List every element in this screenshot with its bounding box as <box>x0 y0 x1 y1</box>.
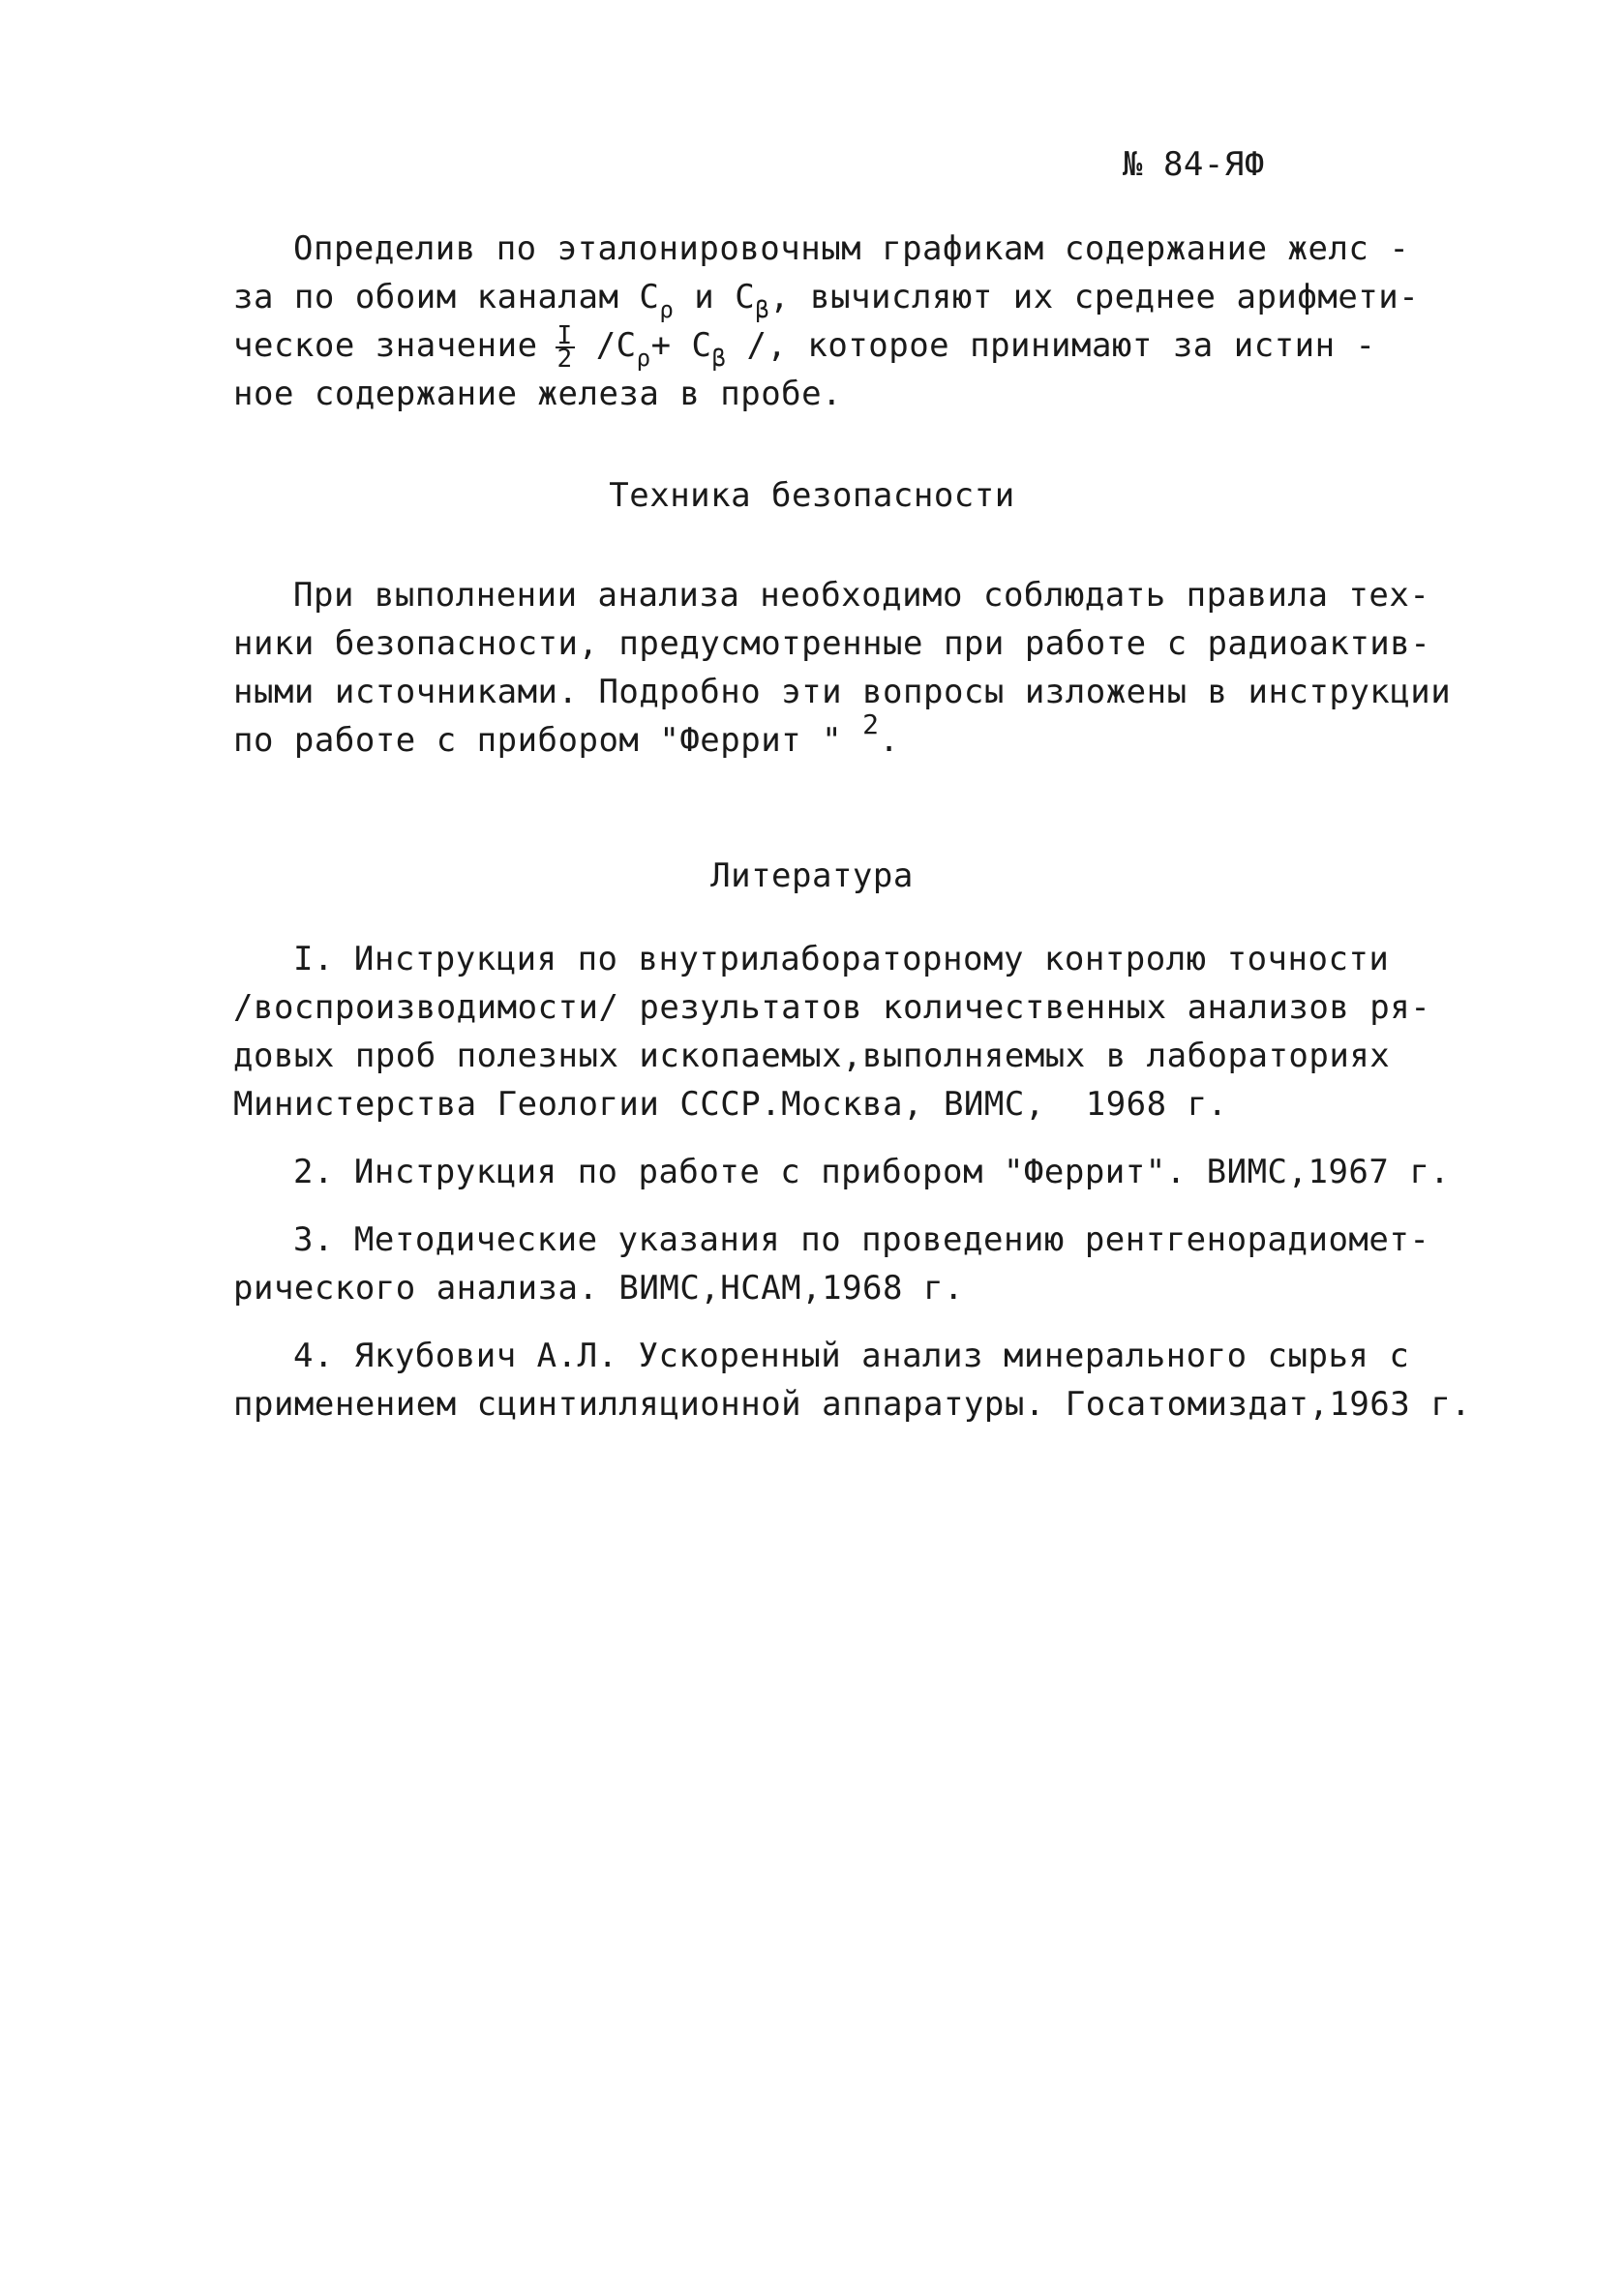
reference-4-line-1: 4. Якубович А.Л. Ускоренный анализ минерального сырья с <box>293 1337 1410 1375</box>
intro-line-3-part-a: ческое значение <box>233 326 538 365</box>
reference-4-line-2: применением сцинтилляционной аппаратуры. Госатомиздат,1963 г. <box>233 1385 1472 1424</box>
safety-line-4-text: по работе с прибором "Феррит " <box>233 721 863 760</box>
reference-1-line-3: довых проб полезных ископаемых,выполняемых в лабораториях <box>233 1037 1391 1075</box>
reference-1-line-1: I. Инструкция по внутрилабораторному контролю точности <box>293 940 1390 978</box>
reference-item-1 <box>233 935 1453 1128</box>
subscript-rho: ρ <box>659 296 675 323</box>
reference-1-line-4: Министерства Геологии СССР.Москва, ВИМС, 1968 г. <box>233 1085 1228 1124</box>
reference-3-line-1: 3. Методические указания по проведению рентгенорадиомет- <box>293 1220 1430 1259</box>
literature-heading: Литература <box>710 857 914 895</box>
intro-line-4: ное содержание железа в пробе. <box>233 375 843 413</box>
intro-line-3-part-c: + C <box>650 326 712 365</box>
safety-heading: Техника безопасности <box>609 476 1015 515</box>
safety-line-1: При выполнении анализа необходимо соблюдать правила тех- <box>293 576 1430 615</box>
intro-line-2-part-c: , вычисляют их среднее арифмети- <box>769 278 1420 316</box>
reference-item-3 <box>233 1216 1453 1312</box>
subscript-beta-2: β <box>711 345 727 372</box>
document-number: № 84-ЯФ <box>1123 145 1265 184</box>
fraction-denominator: 2 <box>556 344 573 374</box>
subscript-beta: β <box>755 296 770 323</box>
reference-3-line-2: рического анализа. ВИМС,НСАМ,1968 г. <box>233 1269 964 1308</box>
reference-item-2 <box>233 1148 1453 1196</box>
safety-line-3: ными источниками. Подробно эти вопросы изложены в инструкции <box>233 673 1452 711</box>
reference-2-line-1: 2. Инструкция по работе с прибором "Феррит". ВИМС,1967 г. <box>293 1153 1451 1191</box>
fraction-numerator: I <box>556 320 573 350</box>
reference-list <box>233 935 1472 1448</box>
footnote-superscript: 2 <box>862 708 880 740</box>
safety-line-4-end: . <box>879 721 900 760</box>
subscript-rho-2: ρ <box>636 345 651 372</box>
intro-line-1: Определив по эталонировочным графикам содержание желс - <box>293 229 1410 268</box>
reference-1-line-2: /воспроизводимости/ результатов количественных анализов ря- <box>233 988 1431 1027</box>
safety-line-2: ники безопасности, предусмотренные при работе с радиоактив- <box>233 624 1431 663</box>
intro-line-3 <box>233 320 1443 374</box>
safety-paragraph <box>233 571 1452 765</box>
intro-line-3-part-d: /, которое принимают за истин - <box>726 326 1376 365</box>
intro-line-3-part-b: /C <box>595 326 637 365</box>
intro-line-2-part-a: за по обоим каналам C <box>233 278 660 316</box>
intro-line-2-part-b: и C <box>674 278 756 316</box>
intro-paragraph <box>233 225 1443 418</box>
safety-line-4 <box>233 708 1443 765</box>
intro-line-2 <box>233 273 1443 321</box>
reference-item-4 <box>233 1332 1472 1429</box>
fraction-one-half <box>556 320 575 374</box>
